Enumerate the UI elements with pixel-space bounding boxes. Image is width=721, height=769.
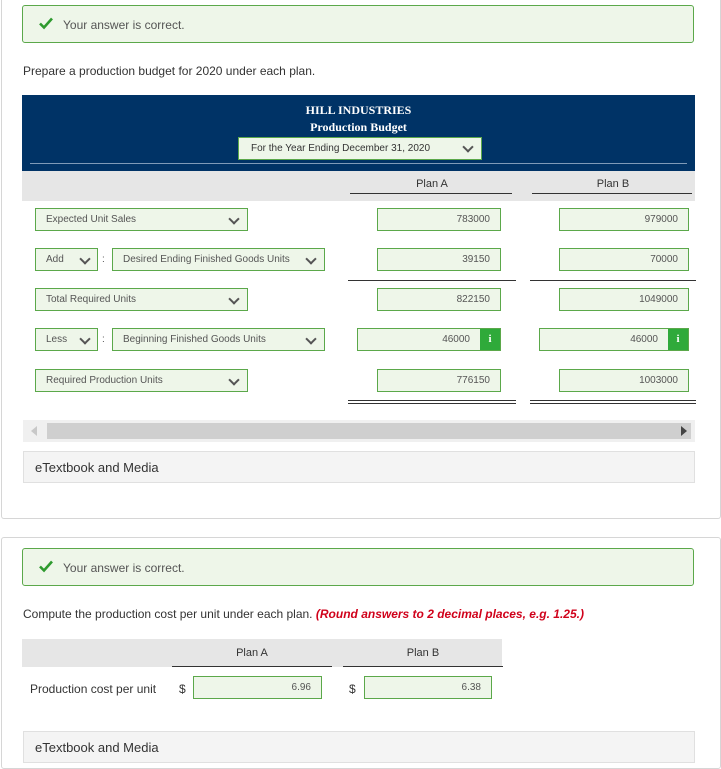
row2-prefix-select[interactable] bbox=[35, 248, 98, 271]
rounding-note: (Round answers to 2 decimal places, e.g. 1.25.) bbox=[315, 607, 584, 621]
row5-plan-a-value: 776150 bbox=[456, 375, 490, 386]
row3-label: Total Required Units bbox=[46, 294, 137, 305]
row4-plan-b-value: 46000 bbox=[630, 334, 658, 345]
cost-col-b-underline bbox=[343, 666, 503, 667]
row3-plan-a-value: 822150 bbox=[456, 294, 490, 305]
check-icon bbox=[38, 558, 54, 574]
instruction-main: Compute the production cost per unit under each plan. bbox=[23, 607, 313, 621]
check-icon bbox=[38, 15, 54, 31]
chevron-down-icon bbox=[228, 374, 239, 385]
cost-row-label: Production cost per unit bbox=[30, 682, 157, 696]
instruction-text-2 bbox=[23, 607, 584, 621]
row4-prefix-select[interactable] bbox=[35, 328, 98, 351]
row4-label: Beginning Finished Goods Units bbox=[123, 334, 266, 345]
row5-plan-a-input[interactable] bbox=[377, 369, 501, 392]
row3-plan-b-input[interactable] bbox=[559, 288, 689, 311]
row5-b-double-rule-bottom bbox=[530, 403, 696, 404]
currency-a: $ bbox=[179, 682, 186, 696]
row2-plan-b-input[interactable] bbox=[559, 248, 689, 271]
horizontal-scrollbar[interactable] bbox=[23, 420, 695, 442]
row1-plan-b-input[interactable] bbox=[559, 208, 689, 231]
row4-plan-a-value: 46000 bbox=[442, 334, 470, 345]
row5-a-double-rule-bottom bbox=[348, 403, 516, 404]
currency-b: $ bbox=[349, 682, 356, 696]
row1-plan-a-value: 783000 bbox=[456, 214, 490, 225]
row4-label-select[interactable] bbox=[112, 328, 325, 351]
etextbook-link-2[interactable] bbox=[23, 731, 695, 763]
scroll-left-icon[interactable] bbox=[31, 426, 37, 436]
correct-banner-2 bbox=[22, 548, 694, 586]
row5-plan-b-input[interactable] bbox=[559, 369, 689, 392]
chevron-down-icon bbox=[228, 213, 239, 224]
row2-plan-a-value: 39150 bbox=[462, 254, 490, 265]
row2-b-subtotal-rule bbox=[530, 280, 696, 281]
scrollbar-thumb[interactable] bbox=[47, 423, 691, 439]
row5-plan-b-value: 1003000 bbox=[639, 375, 678, 386]
row3-plan-a-input[interactable] bbox=[377, 288, 501, 311]
col-plan-a: Plan A bbox=[416, 178, 448, 190]
row1-plan-a-input[interactable] bbox=[377, 208, 501, 231]
chevron-down-icon bbox=[79, 333, 90, 344]
cost-plan-b-input[interactable] bbox=[364, 676, 492, 699]
row1-plan-b-value: 979000 bbox=[644, 214, 678, 225]
cost-col-plan-a: Plan A bbox=[236, 647, 268, 659]
cost-col-a-underline bbox=[172, 666, 332, 667]
company-name: HILL INDUSTRIES bbox=[305, 103, 412, 117]
row2-label: Desired Ending Finished Goods Units bbox=[123, 254, 290, 265]
row1-label: Expected Unit Sales bbox=[46, 214, 137, 225]
row5-label: Required Production Units bbox=[46, 375, 163, 386]
row2-plan-b-value: 70000 bbox=[650, 254, 678, 265]
cost-plan-a-value: 6.96 bbox=[291, 682, 311, 693]
row4-plan-b-input[interactable] bbox=[539, 328, 689, 351]
row2-plan-a-input[interactable] bbox=[377, 248, 501, 271]
cost-col-plan-b: Plan B bbox=[406, 647, 440, 659]
scroll-right-icon[interactable] bbox=[681, 426, 687, 436]
row2-separator: : bbox=[102, 254, 105, 265]
status-text: Your answer is correct. bbox=[63, 18, 185, 32]
chevron-down-icon bbox=[228, 293, 239, 304]
col-b-underline bbox=[532, 193, 692, 194]
col-a-underline bbox=[350, 193, 512, 194]
row4-plan-a-input[interactable] bbox=[357, 328, 501, 351]
etextbook-label: eTextbook and Media bbox=[35, 460, 159, 475]
row5-label-select[interactable] bbox=[35, 369, 248, 392]
cost-plan-a-input[interactable] bbox=[193, 676, 322, 699]
row3-plan-b-value: 1049000 bbox=[639, 294, 678, 305]
etextbook-link[interactable] bbox=[23, 451, 695, 483]
info-icon[interactable]: i bbox=[668, 329, 688, 350]
row5-a-double-rule-top bbox=[348, 400, 516, 401]
header-rule bbox=[30, 163, 687, 164]
row4-prefix: Less bbox=[46, 334, 68, 345]
row2-label-select[interactable] bbox=[112, 248, 325, 271]
cost-plan-b-value: 6.38 bbox=[461, 682, 481, 693]
row2-a-subtotal-rule bbox=[348, 280, 516, 281]
info-icon[interactable]: i bbox=[480, 329, 500, 350]
correct-banner bbox=[22, 5, 694, 43]
chevron-down-icon bbox=[79, 253, 90, 264]
period-select[interactable] bbox=[238, 137, 482, 160]
row5-b-double-rule-top bbox=[530, 400, 696, 401]
chevron-down-icon bbox=[462, 141, 473, 152]
period-select-value: For the Year Ending December 31, 2020 bbox=[251, 143, 431, 154]
instruction-text: Prepare a production budget for 2020 under each plan. bbox=[23, 64, 316, 78]
row4-separator: : bbox=[102, 334, 105, 345]
row1-label-select[interactable] bbox=[35, 208, 248, 231]
status-text-2: Your answer is correct. bbox=[63, 561, 185, 575]
etextbook-label-2: eTextbook and Media bbox=[35, 740, 159, 755]
chevron-down-icon bbox=[305, 253, 316, 264]
report-title: Production Budget bbox=[310, 120, 407, 134]
col-plan-b: Plan B bbox=[596, 178, 630, 190]
chevron-down-icon bbox=[305, 333, 316, 344]
row3-label-select[interactable] bbox=[35, 288, 248, 311]
row2-prefix: Add bbox=[46, 254, 64, 265]
